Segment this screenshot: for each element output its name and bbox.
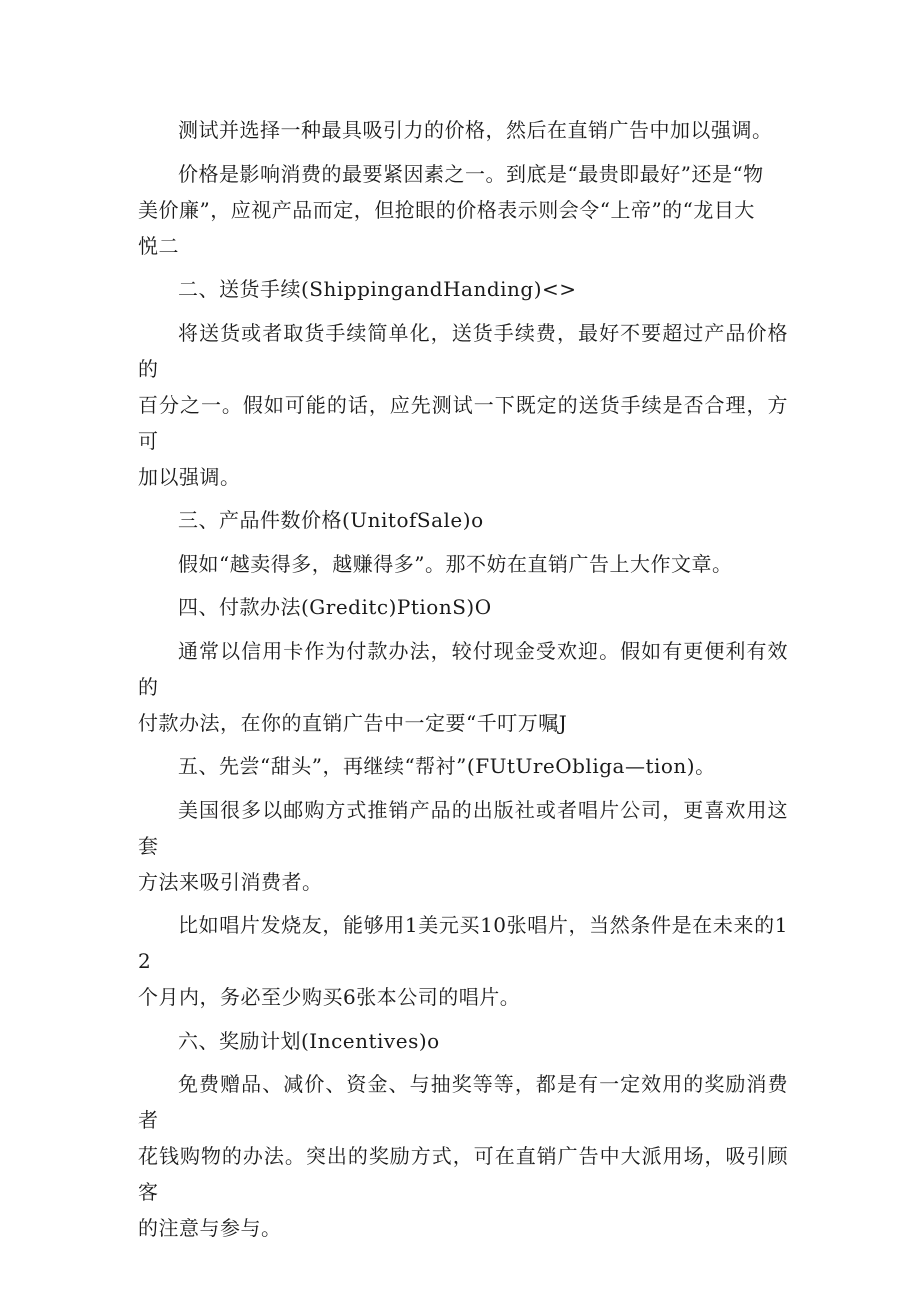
text-line: 美价廉”，应视产品而定，但抢眼的价格表示则会令“上帝”的“龙目大 [138, 197, 755, 222]
text-line: 的注意与参与。 [138, 1216, 282, 1240]
text-line: 将送货或者取货手续简单化，送货手续费，最好不要超过产品价格的 [138, 320, 788, 381]
text-line: 花钱购物的办法。突出的奖励方式，可在直销广告中大派用场，吸引顾客 [138, 1144, 788, 1204]
text-line: 百分之一。假如可能的话，应先测试一下既定的送货手续是否合理，方可 [138, 392, 788, 453]
section-heading-shipping [138, 271, 788, 307]
text-line: 二、送货手续(ShippingandHanding)<> [178, 277, 577, 301]
text-line: 通常以信用卡作为付款办法，较付现金受欢迎。假如有更便利有效的 [138, 638, 788, 699]
text-line: 测试并选择一种最具吸引力的价格，然后在直销广告中加以强调。 [178, 118, 773, 142]
section-heading-unit-of-sale [138, 502, 788, 538]
text-line: 美国很多以邮购方式推销产品的出版社或者唱片公司，更喜欢用这套 [138, 797, 788, 858]
document-body [138, 112, 788, 1246]
text-line: 四、付款办法(Greditc)PtionS)O [178, 595, 492, 619]
text-line: 个月内，务必至少购买6张本公司的唱片。 [138, 985, 521, 1009]
text-line: 免费赠品、减价、资金、与抽奖等等，都是有一定效用的奖励消费者 [138, 1072, 788, 1132]
text-line: 三、产品件数价格(UnitofSale)o [178, 508, 484, 532]
text-line: 五、先尝“甜头”，再继续“帮衬”(FUtUreObliga—tion)。 [178, 754, 716, 778]
text-line: 价格是影响消费的最要紧因素之一。到底是“最贵即最好”还是“物 [178, 161, 764, 186]
text-line: 方法来吸引消费者。 [138, 869, 323, 894]
paragraph-price-importance [138, 156, 788, 264]
paragraph-payment [138, 633, 788, 741]
text-line: 付款办法，在你的直销广告中一定要“千叮万嘱J [138, 710, 568, 735]
paragraph-incentives [138, 1066, 788, 1246]
text-line: 比如唱片发烧友，能够用1美元买10张唱片，当然条件是在未来的12 [138, 913, 788, 973]
text-line: 六、奖励计划(Incentives)o [178, 1028, 440, 1053]
paragraph-unit-of-sale [138, 546, 788, 582]
section-heading-incentives [138, 1023, 788, 1059]
text-line: 加以强调。 [138, 464, 241, 489]
paragraph-shipping [138, 315, 788, 495]
text-line: 假如“越卖得多，越赚得多”。那不妨在直销广告上大作文章。 [178, 551, 733, 576]
text-line: 悦二 [138, 233, 179, 258]
section-heading-payment [138, 589, 788, 625]
section-heading-future-obligation [138, 748, 788, 784]
paragraph-future-obligation [138, 792, 788, 900]
paragraph-record-example [138, 907, 788, 1015]
paragraph-price-test [138, 112, 788, 148]
